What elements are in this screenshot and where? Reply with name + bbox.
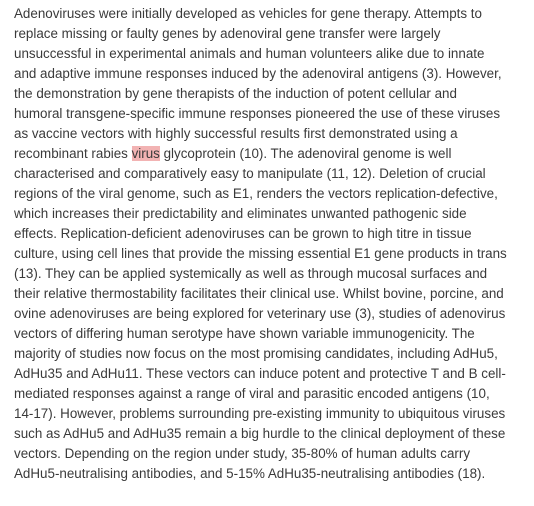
text-line: effects. Replication-deficient adenoviruses can be grown to high titre in tissue	[14, 226, 472, 241]
text-fragment: glycoprotein (10). The adenoviral genome is well	[159, 146, 452, 161]
text-line-with-highlight	[14, 144, 526, 164]
text-line: replace missing or faulty genes by adenoviral gene transfer were largely	[14, 26, 441, 41]
text-line: (13). They can be applied systemically as well as through mucosal surfaces and	[14, 266, 488, 281]
text-line: vectors of differing human serotype have shown variable immunogenicity. The	[14, 326, 475, 341]
text-line: mediated responses against a range of viral and parasitic encoded antigens (10,	[14, 386, 490, 401]
text-line: humoral transgene-specific immune responses pioneered the use of these viruses	[14, 106, 501, 121]
text-line: which increases their predictability and eliminates unwanted pathogenic side	[14, 206, 467, 221]
text-line: AdHu5-neutralising antibodies, and 5-15% AdHu35-neutralising antibodies (18).	[14, 466, 486, 481]
text-line: regions of the viral genome, such as E1, renders the vectors replication-defective,	[14, 186, 498, 201]
text-line: their relative thermostability facilitates their clinical use. Whilst bovine, porcine, and	[14, 286, 504, 301]
text-line: AdHu35 and AdHu11. These vectors can induce potent and protective T and B cell-	[14, 366, 506, 381]
text-line: vectors. Depending on the region under study, 35-80% of human adults carry	[14, 446, 471, 461]
paragraph	[14, 4, 526, 484]
text-line: culture, using cell lines that provide the missing essential E1 gene products in trans	[14, 246, 507, 261]
text-line: such as AdHu5 and AdHu35 remain a big hurdle to the clinical deployment of these	[14, 426, 506, 441]
text-line: characterised and comparatively easy to manipulate (11, 12). Deletion of crucial	[14, 166, 486, 181]
text-line: unsuccessful in experimental animals and human volunteers alike due to innate	[14, 46, 485, 61]
text-line: as vaccine vectors with highly successful results first demonstrated using a	[14, 126, 458, 141]
text-line: and adaptive immune responses induced by the adenoviral antigens (3). However,	[14, 66, 502, 81]
article-body	[14, 4, 526, 484]
search-highlight: virus	[131, 146, 160, 161]
text-line: ovine adenoviruses are being explored for veterinary use (3), studies of adenovirus	[14, 306, 506, 321]
text-line: 14-17). However, problems surrounding pre-existing immunity to ubiquitous viruses	[14, 406, 506, 421]
text-line: Adenoviruses were initially developed as vehicles for gene therapy. Attempts to	[14, 6, 482, 21]
text-line: majority of studies now focus on the most promising candidates, including AdHu5,	[14, 346, 498, 361]
text-line: the demonstration by gene therapists of the induction of potent cellular and	[14, 86, 457, 101]
text-fragment: recombinant rabies	[14, 146, 132, 161]
